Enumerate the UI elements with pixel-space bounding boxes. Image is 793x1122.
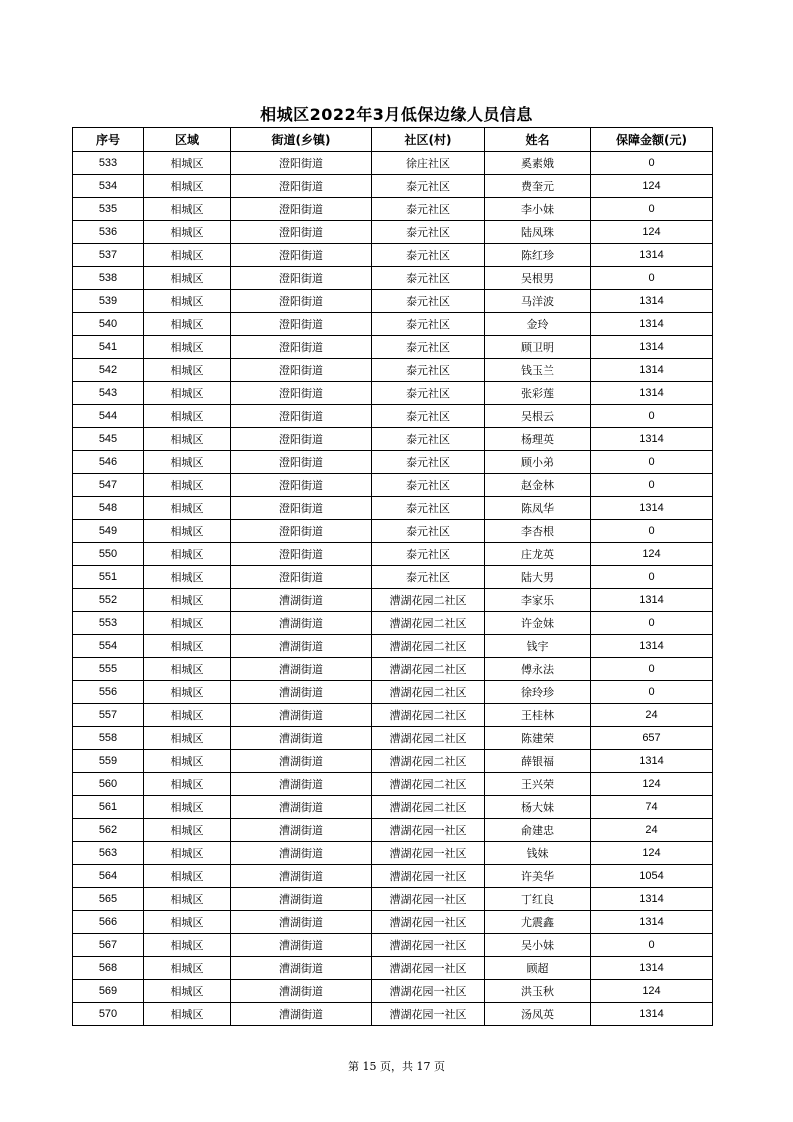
- cell-district: 相城区: [144, 888, 231, 911]
- cell-street: 漕湖街道: [231, 635, 372, 658]
- cell-amount: 124: [591, 842, 713, 865]
- cell-community: 漕湖花园二社区: [372, 635, 485, 658]
- cell-amount: 1314: [591, 957, 713, 980]
- cell-serial: 552: [73, 589, 144, 612]
- cell-serial: 533: [73, 152, 144, 175]
- cell-district: 相城区: [144, 290, 231, 313]
- cell-street: 澄阳街道: [231, 221, 372, 244]
- cell-district: 相城区: [144, 658, 231, 681]
- cell-district: 相城区: [144, 267, 231, 290]
- cell-amount: 1314: [591, 244, 713, 267]
- cell-amount: 1314: [591, 635, 713, 658]
- cell-street: 漕湖街道: [231, 842, 372, 865]
- table-row: [73, 635, 713, 658]
- cell-name: 杨理英: [485, 428, 591, 451]
- cell-street: 澄阳街道: [231, 497, 372, 520]
- cell-street: 澄阳街道: [231, 313, 372, 336]
- cell-name: 尤震鑫: [485, 911, 591, 934]
- table-row: [73, 359, 713, 382]
- cell-serial: 547: [73, 474, 144, 497]
- cell-street: 澄阳街道: [231, 543, 372, 566]
- table-row: [73, 267, 713, 290]
- cell-amount: 124: [591, 221, 713, 244]
- cell-serial: 554: [73, 635, 144, 658]
- table-row: [73, 980, 713, 1003]
- cell-street: 漕湖街道: [231, 727, 372, 750]
- cell-community: 漕湖花园二社区: [372, 589, 485, 612]
- cell-community: 泰元社区: [372, 497, 485, 520]
- cell-district: 相城区: [144, 428, 231, 451]
- cell-name: 许美华: [485, 865, 591, 888]
- cell-serial: 537: [73, 244, 144, 267]
- cell-name: 汤凤英: [485, 1003, 591, 1026]
- cell-district: 相城区: [144, 543, 231, 566]
- table-row: [73, 796, 713, 819]
- cell-serial: 567: [73, 934, 144, 957]
- cell-name: 徐玲珍: [485, 681, 591, 704]
- cell-district: 相城区: [144, 175, 231, 198]
- table-row: [73, 175, 713, 198]
- cell-name: 吴根男: [485, 267, 591, 290]
- cell-amount: 1314: [591, 336, 713, 359]
- cell-community: 泰元社区: [372, 359, 485, 382]
- table-row: [73, 819, 713, 842]
- cell-serial: 548: [73, 497, 144, 520]
- cell-serial: 538: [73, 267, 144, 290]
- cell-community: 泰元社区: [372, 405, 485, 428]
- cell-name: 奚素娥: [485, 152, 591, 175]
- cell-district: 相城区: [144, 842, 231, 865]
- cell-amount: 1314: [591, 1003, 713, 1026]
- cell-serial: 541: [73, 336, 144, 359]
- cell-district: 相城区: [144, 911, 231, 934]
- cell-community: 漕湖花园一社区: [372, 911, 485, 934]
- cell-amount: 0: [591, 267, 713, 290]
- cell-street: 漕湖街道: [231, 1003, 372, 1026]
- cell-name: 傅永法: [485, 658, 591, 681]
- cell-amount: 0: [591, 681, 713, 704]
- cell-name: 马洋波: [485, 290, 591, 313]
- cell-street: 澄阳街道: [231, 451, 372, 474]
- cell-district: 相城区: [144, 681, 231, 704]
- table-row: [73, 405, 713, 428]
- cell-amount: 124: [591, 543, 713, 566]
- cell-community: 泰元社区: [372, 244, 485, 267]
- cell-serial: 570: [73, 1003, 144, 1026]
- cell-street: 漕湖街道: [231, 750, 372, 773]
- table-row: [73, 543, 713, 566]
- cell-district: 相城区: [144, 566, 231, 589]
- cell-amount: 124: [591, 980, 713, 1003]
- cell-amount: 0: [591, 934, 713, 957]
- cell-community: 漕湖花园一社区: [372, 934, 485, 957]
- cell-amount: 74: [591, 796, 713, 819]
- cell-amount: 0: [591, 198, 713, 221]
- cell-serial: 569: [73, 980, 144, 1003]
- cell-community: 泰元社区: [372, 267, 485, 290]
- cell-district: 相城区: [144, 796, 231, 819]
- cell-serial: 543: [73, 382, 144, 405]
- cell-serial: 555: [73, 658, 144, 681]
- cell-community: 漕湖花园一社区: [372, 957, 485, 980]
- cell-amount: 657: [591, 727, 713, 750]
- cell-district: 相城区: [144, 612, 231, 635]
- table-row: [73, 888, 713, 911]
- cell-community: 泰元社区: [372, 566, 485, 589]
- cell-district: 相城区: [144, 635, 231, 658]
- cell-street: 漕湖街道: [231, 819, 372, 842]
- cell-district: 相城区: [144, 727, 231, 750]
- table-row: [73, 152, 713, 175]
- cell-amount: 124: [591, 773, 713, 796]
- cell-community: 泰元社区: [372, 520, 485, 543]
- cell-district: 相城区: [144, 957, 231, 980]
- cell-name: 顾超: [485, 957, 591, 980]
- table-row: [73, 497, 713, 520]
- cell-street: 漕湖街道: [231, 888, 372, 911]
- table-row: [73, 842, 713, 865]
- table-row: [73, 313, 713, 336]
- cell-amount: 1314: [591, 359, 713, 382]
- cell-street: 漕湖街道: [231, 911, 372, 934]
- cell-amount: 0: [591, 612, 713, 635]
- cell-community: 泰元社区: [372, 175, 485, 198]
- table-row: [73, 520, 713, 543]
- cell-street: 漕湖街道: [231, 934, 372, 957]
- cell-street: 澄阳街道: [231, 359, 372, 382]
- cell-name: 李家乐: [485, 589, 591, 612]
- cell-district: 相城区: [144, 313, 231, 336]
- table-row: [73, 612, 713, 635]
- cell-street: 漕湖街道: [231, 980, 372, 1003]
- col-header-community: 社区(村): [372, 128, 485, 152]
- table-row: [73, 865, 713, 888]
- cell-serial: 551: [73, 566, 144, 589]
- table-row: [73, 198, 713, 221]
- table-row: [73, 589, 713, 612]
- cell-amount: 1314: [591, 290, 713, 313]
- cell-community: 漕湖花园二社区: [372, 658, 485, 681]
- cell-street: 澄阳街道: [231, 566, 372, 589]
- table-row: [73, 428, 713, 451]
- cell-name: 丁红良: [485, 888, 591, 911]
- cell-serial: 545: [73, 428, 144, 451]
- cell-street: 澄阳街道: [231, 267, 372, 290]
- cell-community: 漕湖花园一社区: [372, 865, 485, 888]
- cell-street: 澄阳街道: [231, 175, 372, 198]
- cell-serial: 558: [73, 727, 144, 750]
- cell-serial: 564: [73, 865, 144, 888]
- table-row: [73, 336, 713, 359]
- cell-name: 李小妹: [485, 198, 591, 221]
- cell-district: 相城区: [144, 773, 231, 796]
- cell-community: 漕湖花园二社区: [372, 681, 485, 704]
- cell-serial: 559: [73, 750, 144, 773]
- cell-street: 澄阳街道: [231, 520, 372, 543]
- cell-street: 澄阳街道: [231, 198, 372, 221]
- table-row: [73, 681, 713, 704]
- col-header-amount: 保障金额(元): [591, 128, 713, 152]
- cell-district: 相城区: [144, 382, 231, 405]
- cell-name: 洪玉秋: [485, 980, 591, 1003]
- cell-community: 泰元社区: [372, 290, 485, 313]
- cell-name: 陈凤华: [485, 497, 591, 520]
- cell-community: 漕湖花园二社区: [372, 773, 485, 796]
- cell-street: 澄阳街道: [231, 474, 372, 497]
- cell-community: 漕湖花园一社区: [372, 980, 485, 1003]
- cell-district: 相城区: [144, 451, 231, 474]
- cell-name: 顾卫明: [485, 336, 591, 359]
- cell-name: 钱宇: [485, 635, 591, 658]
- table-row: [73, 1003, 713, 1026]
- cell-serial: 540: [73, 313, 144, 336]
- cell-community: 泰元社区: [372, 198, 485, 221]
- cell-serial: 568: [73, 957, 144, 980]
- table-row: [73, 244, 713, 267]
- table-row: [73, 658, 713, 681]
- cell-street: 澄阳街道: [231, 405, 372, 428]
- cell-district: 相城区: [144, 474, 231, 497]
- cell-name: 陆凤珠: [485, 221, 591, 244]
- cell-serial: 560: [73, 773, 144, 796]
- cell-amount: 1314: [591, 313, 713, 336]
- cell-amount: 1054: [591, 865, 713, 888]
- cell-serial: 536: [73, 221, 144, 244]
- cell-community: 泰元社区: [372, 474, 485, 497]
- table-row: [73, 221, 713, 244]
- cell-amount: 1314: [591, 382, 713, 405]
- cell-amount: 0: [591, 451, 713, 474]
- cell-district: 相城区: [144, 244, 231, 267]
- cell-serial: 542: [73, 359, 144, 382]
- cell-district: 相城区: [144, 865, 231, 888]
- cell-district: 相城区: [144, 152, 231, 175]
- cell-amount: 1314: [591, 888, 713, 911]
- cell-name: 王兴荣: [485, 773, 591, 796]
- cell-name: 钱妹: [485, 842, 591, 865]
- cell-district: 相城区: [144, 198, 231, 221]
- cell-community: 徐庄社区: [372, 152, 485, 175]
- cell-community: 泰元社区: [372, 543, 485, 566]
- cell-name: 杨大妹: [485, 796, 591, 819]
- cell-street: 澄阳街道: [231, 428, 372, 451]
- cell-amount: 124: [591, 175, 713, 198]
- col-header-name: 姓名: [485, 128, 591, 152]
- cell-street: 漕湖街道: [231, 796, 372, 819]
- cell-street: 漕湖街道: [231, 589, 372, 612]
- cell-community: 泰元社区: [372, 313, 485, 336]
- cell-community: 漕湖花园二社区: [372, 727, 485, 750]
- cell-name: 费奎元: [485, 175, 591, 198]
- cell-street: 澄阳街道: [231, 152, 372, 175]
- cell-amount: 1314: [591, 589, 713, 612]
- cell-name: 李杏根: [485, 520, 591, 543]
- cell-street: 漕湖街道: [231, 612, 372, 635]
- cell-community: 泰元社区: [372, 382, 485, 405]
- cell-name: 赵金林: [485, 474, 591, 497]
- cell-district: 相城区: [144, 520, 231, 543]
- cell-street: 漕湖街道: [231, 957, 372, 980]
- cell-amount: 1314: [591, 428, 713, 451]
- table-row: [73, 727, 713, 750]
- cell-community: 漕湖花园一社区: [372, 888, 485, 911]
- col-header-street: 街道(乡镇): [231, 128, 372, 152]
- table-body: [73, 152, 713, 1026]
- table-row: [73, 451, 713, 474]
- cell-street: 澄阳街道: [231, 382, 372, 405]
- cell-community: 泰元社区: [372, 428, 485, 451]
- table-row: [73, 382, 713, 405]
- cell-street: 漕湖街道: [231, 681, 372, 704]
- cell-serial: 557: [73, 704, 144, 727]
- cell-serial: 561: [73, 796, 144, 819]
- cell-serial: 534: [73, 175, 144, 198]
- table-row: [73, 957, 713, 980]
- cell-district: 相城区: [144, 589, 231, 612]
- table-row: [73, 704, 713, 727]
- roster-table: [72, 127, 713, 1026]
- cell-community: 漕湖花园二社区: [372, 750, 485, 773]
- cell-district: 相城区: [144, 750, 231, 773]
- cell-amount: 0: [591, 152, 713, 175]
- cell-serial: 563: [73, 842, 144, 865]
- cell-amount: 0: [591, 405, 713, 428]
- cell-amount: 24: [591, 704, 713, 727]
- cell-district: 相城区: [144, 221, 231, 244]
- cell-community: 泰元社区: [372, 336, 485, 359]
- cell-district: 相城区: [144, 405, 231, 428]
- cell-community: 漕湖花园一社区: [372, 842, 485, 865]
- cell-serial: 549: [73, 520, 144, 543]
- cell-amount: 0: [591, 658, 713, 681]
- cell-community: 泰元社区: [372, 221, 485, 244]
- cell-name: 陈红珍: [485, 244, 591, 267]
- cell-serial: 544: [73, 405, 144, 428]
- cell-serial: 546: [73, 451, 144, 474]
- cell-amount: 0: [591, 566, 713, 589]
- table-row: [73, 750, 713, 773]
- cell-serial: 562: [73, 819, 144, 842]
- cell-name: 顾小弟: [485, 451, 591, 474]
- cell-street: 漕湖街道: [231, 865, 372, 888]
- cell-serial: 566: [73, 911, 144, 934]
- cell-street: 漕湖街道: [231, 658, 372, 681]
- table-row: [73, 911, 713, 934]
- cell-amount: 1314: [591, 911, 713, 934]
- cell-community: 漕湖花园一社区: [372, 819, 485, 842]
- cell-name: 俞建忠: [485, 819, 591, 842]
- cell-district: 相城区: [144, 704, 231, 727]
- cell-serial: 553: [73, 612, 144, 635]
- cell-street: 澄阳街道: [231, 336, 372, 359]
- cell-name: 张彩莲: [485, 382, 591, 405]
- cell-community: 漕湖花园二社区: [372, 796, 485, 819]
- cell-community: 漕湖花园二社区: [372, 612, 485, 635]
- cell-community: 漕湖花园一社区: [372, 1003, 485, 1026]
- cell-amount: 24: [591, 819, 713, 842]
- cell-district: 相城区: [144, 497, 231, 520]
- table-row: [73, 934, 713, 957]
- cell-amount: 1314: [591, 750, 713, 773]
- cell-district: 相城区: [144, 1003, 231, 1026]
- cell-serial: 550: [73, 543, 144, 566]
- page-footer: 第 15 页，共 17 页: [348, 1060, 445, 1073]
- cell-amount: 0: [591, 520, 713, 543]
- cell-district: 相城区: [144, 359, 231, 382]
- cell-serial: 539: [73, 290, 144, 313]
- cell-name: 庄龙英: [485, 543, 591, 566]
- cell-amount: 1314: [591, 497, 713, 520]
- document-title: 相城区2022年3月低保边缘人员信息: [260, 105, 533, 124]
- cell-name: 王桂林: [485, 704, 591, 727]
- cell-district: 相城区: [144, 934, 231, 957]
- cell-name: 陆大男: [485, 566, 591, 589]
- cell-street: 漕湖街道: [231, 773, 372, 796]
- col-header-serial: 序号: [73, 128, 144, 152]
- cell-community: 泰元社区: [372, 451, 485, 474]
- cell-serial: 565: [73, 888, 144, 911]
- cell-name: 金玲: [485, 313, 591, 336]
- cell-district: 相城区: [144, 980, 231, 1003]
- cell-serial: 535: [73, 198, 144, 221]
- cell-name: 钱玉兰: [485, 359, 591, 382]
- cell-street: 澄阳街道: [231, 244, 372, 267]
- cell-community: 漕湖花园二社区: [372, 704, 485, 727]
- cell-district: 相城区: [144, 336, 231, 359]
- cell-street: 澄阳街道: [231, 290, 372, 313]
- table-row: [73, 566, 713, 589]
- table-row: [73, 290, 713, 313]
- cell-name: 陈建荣: [485, 727, 591, 750]
- cell-serial: 556: [73, 681, 144, 704]
- cell-name: 许金妹: [485, 612, 591, 635]
- cell-district: 相城区: [144, 819, 231, 842]
- col-header-district: 区域: [144, 128, 231, 152]
- cell-name: 薛银福: [485, 750, 591, 773]
- cell-name: 吴根云: [485, 405, 591, 428]
- cell-amount: 0: [591, 474, 713, 497]
- cell-street: 漕湖街道: [231, 704, 372, 727]
- table-header-row: [73, 128, 713, 152]
- cell-name: 吴小妹: [485, 934, 591, 957]
- table-row: [73, 474, 713, 497]
- table-row: [73, 773, 713, 796]
